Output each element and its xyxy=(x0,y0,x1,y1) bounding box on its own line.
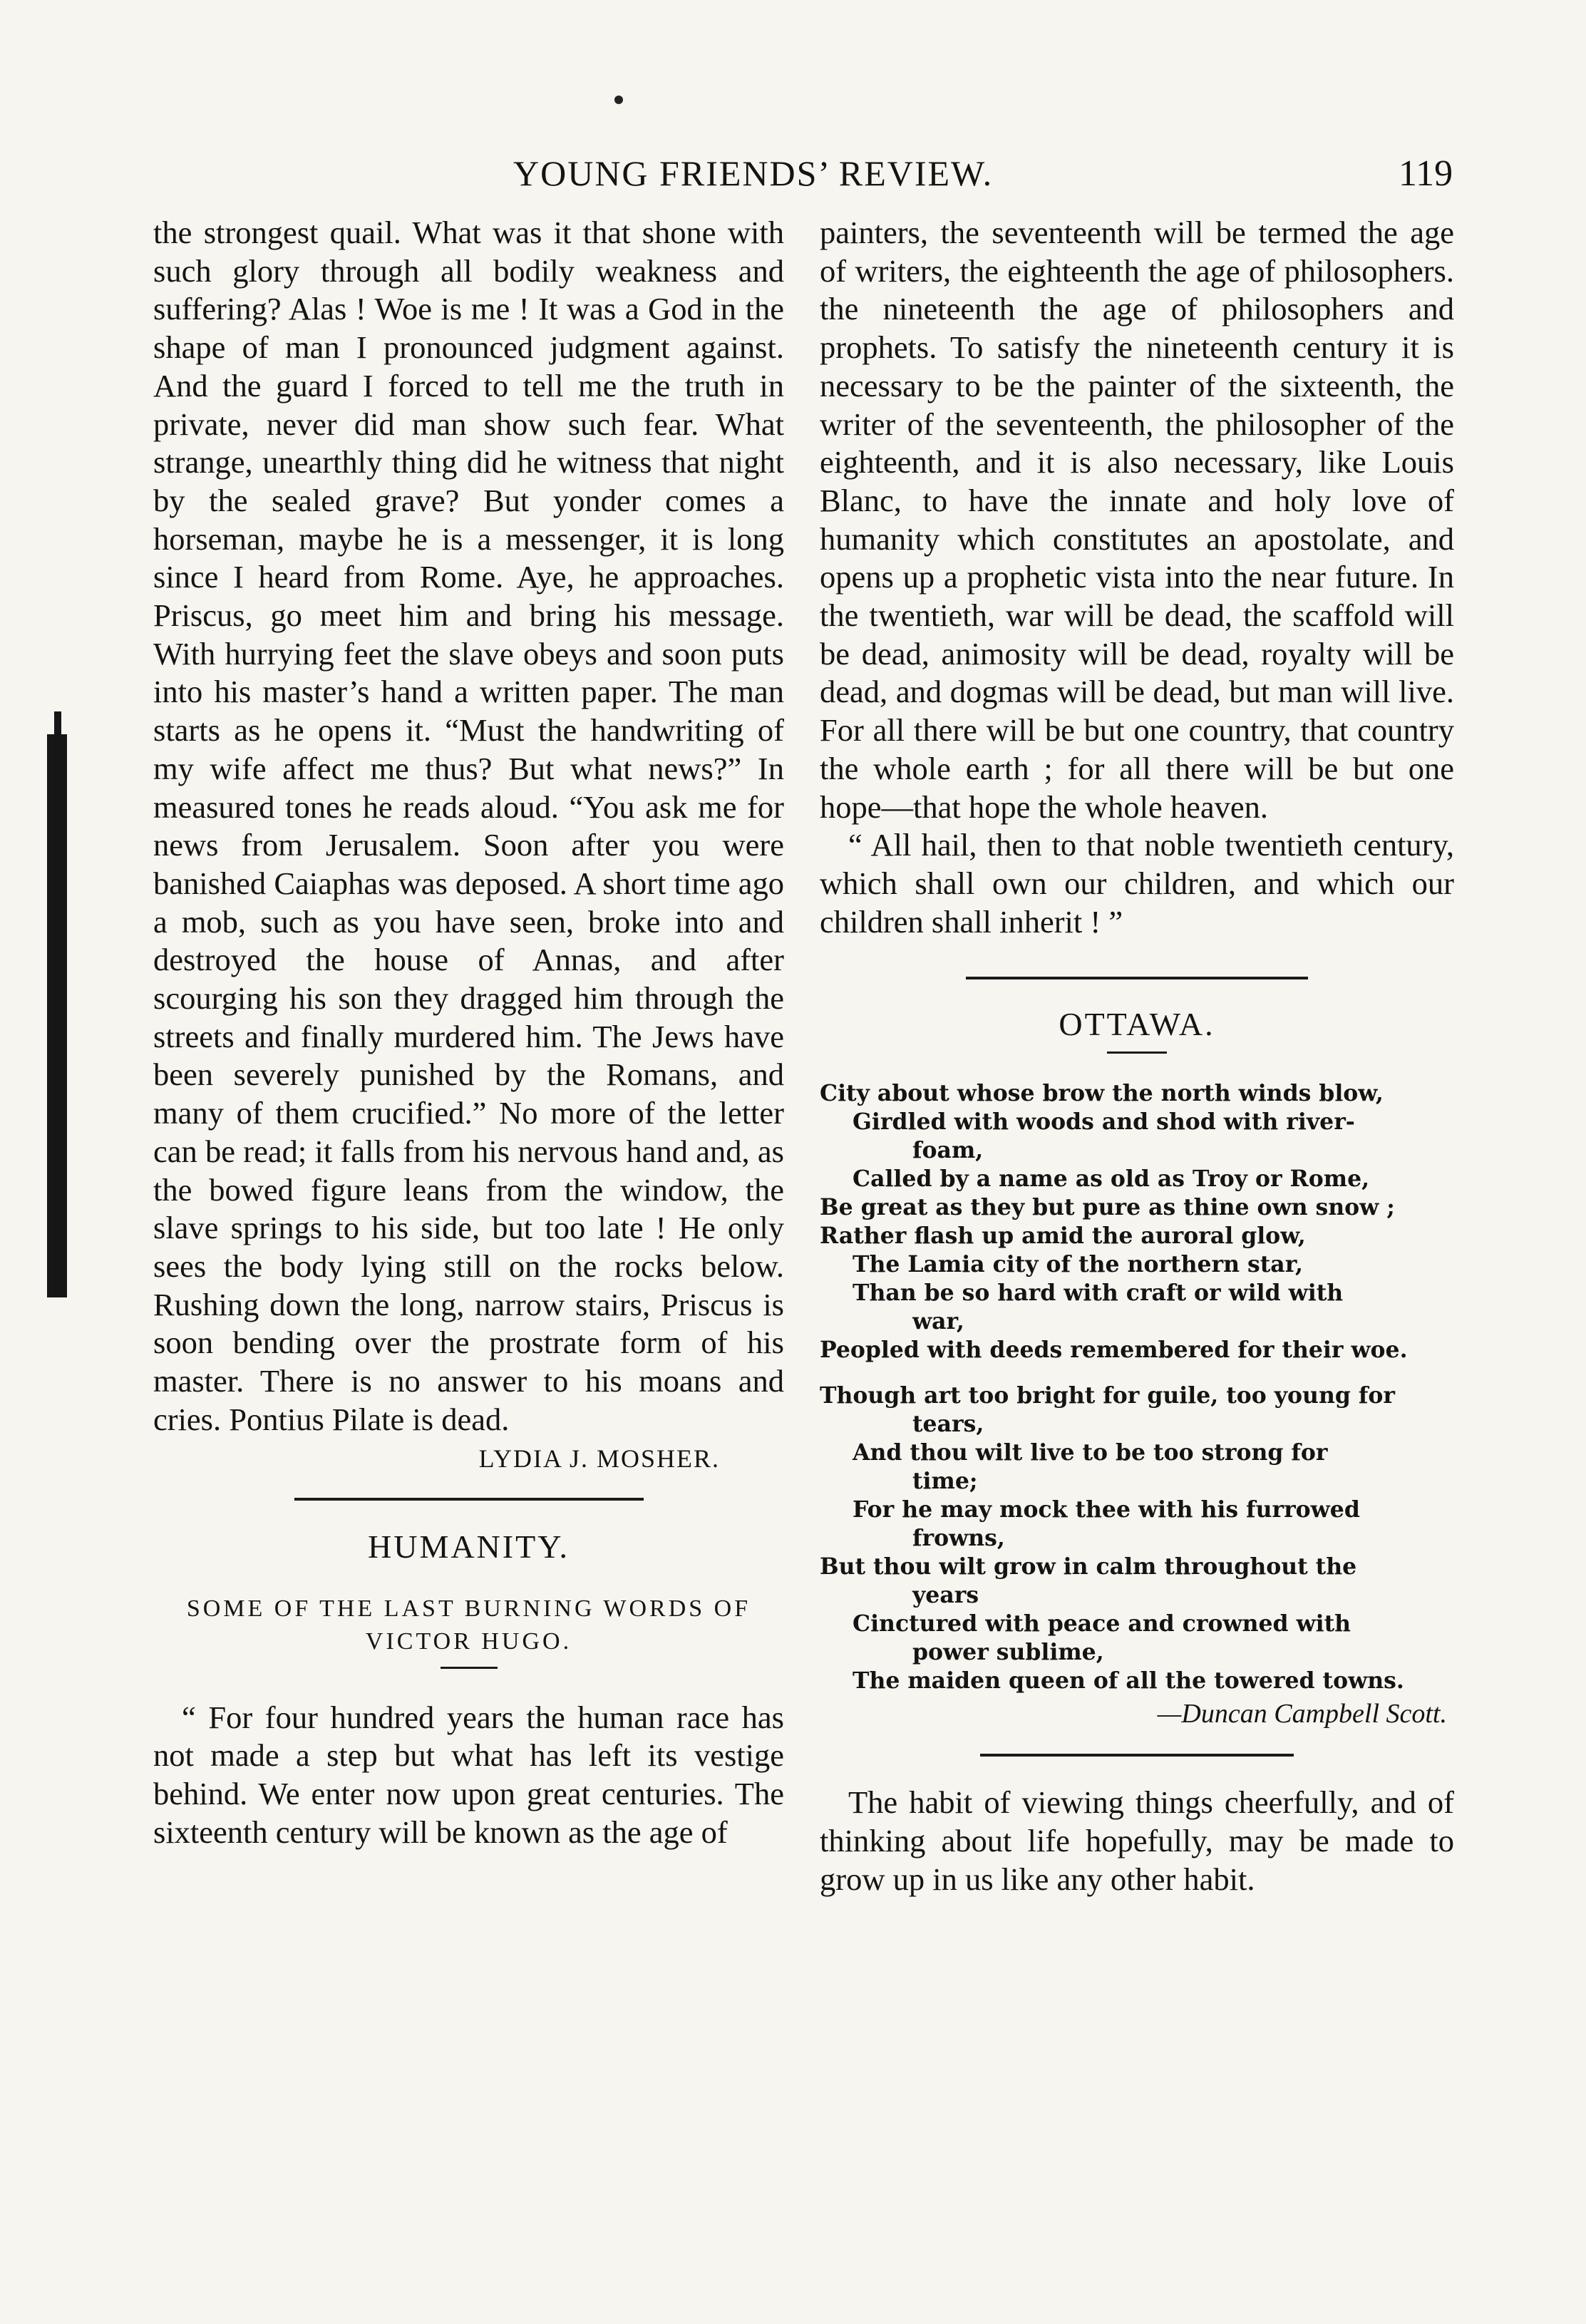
poem-attribution: —Duncan Campbell Scott. xyxy=(1157,1699,1447,1729)
poem-line: tears, xyxy=(912,1411,984,1438)
margin-scan-bar xyxy=(47,734,67,1297)
poem-line: The Lamia city of the northern star, xyxy=(853,1251,1303,1278)
closing-paragraph: The habit of viewing things cheerfully, and of thinking about life hopefully, may be made to grow up in us like any other habit. xyxy=(820,1784,1454,1897)
poem-line: But thou wilt grow in calm throughout the xyxy=(820,1553,1357,1580)
print-speck xyxy=(614,96,623,104)
humanity-continued-paragraph: painters, the seventeenth will be termed the age of writers, the eighteenth the age of philosophers. the nineteenth the age of philosophers and prophets. To satisfy the nineteenth century it is necessary to be the painter of the sixteenth, the writer of the seventeenth, the philosopher of the eighteenth, and it is also necessary, like Louis Blanc, to have the innate and holy love of humanity which constitutes an apostolate, and opens up a prophetic vista into the near future. In the twentieth, war will be dead, the scaffold will be dead, animosity will be dead, royalty will be dead, and dogmas will be dead, but man will live. For all there will be but one country, that country the whole earth ; for all there will be but one hope—that hope the whole heaven. xyxy=(820,215,1454,825)
poem-line: The maiden queen of all the towered towns. xyxy=(853,1667,1404,1695)
title-divider xyxy=(1107,1052,1167,1054)
poem xyxy=(820,1079,1454,1695)
section-divider xyxy=(980,1754,1294,1757)
page-header xyxy=(0,153,1586,202)
poem-line: frowns, xyxy=(912,1525,1005,1552)
poem-line: Rather flash up amid the auroral glow, xyxy=(820,1223,1306,1250)
poem-line: Peopled with deeds remembered for their woe. xyxy=(820,1337,1408,1364)
page-number: 119 xyxy=(1399,153,1453,194)
poem-line: power sublime, xyxy=(912,1639,1104,1666)
left-column xyxy=(153,214,784,1851)
poem-line: Though art too bright for guile, too young for xyxy=(820,1382,1396,1409)
section-title-ottawa: OTTAWA. xyxy=(1059,1006,1215,1043)
poem-stanza xyxy=(820,1382,1454,1695)
author-signature: LYDIA J. MOSHER. xyxy=(478,1444,720,1473)
section-divider xyxy=(966,977,1308,980)
poem-line: Than be so hard with craft or wild with xyxy=(853,1280,1344,1307)
running-title: YOUNG FRIENDS’ REVIEW. xyxy=(513,153,994,193)
poem-line: And thou wilt live to be too strong for xyxy=(853,1439,1328,1466)
humanity-paragraph: “ For four hundred years the human race has not made a step but what has left its vestige behind. We enter now upon great centuries. The sixteenth century will be known as the age of xyxy=(153,1699,784,1850)
poem-line: years xyxy=(912,1582,979,1609)
poem-line: Cinctured with peace and crowned with xyxy=(853,1610,1351,1637)
poem-line: Girdled with woods and shod with river- xyxy=(853,1109,1355,1136)
story-paragraph: the strongest quail. What was it that shone with such glory through all bodily weakness and suffering? Alas ! Woe is me ! It was a God in the shape of man I pronounced judgment against. And the guard I forced to tell me the truth in private, never did man show such fear. What strange, unearthly thing did he witness that night by the sealed grave? But yonder comes a horseman, maybe he is a messenger, it is long since I heard from Rome. Aye, he approaches. Priscus, go meet him and bring his message. With hurrying feet the slave obeys and soon puts into his master’s hand a written paper. The man starts as he opens it. “Must the handwriting of my wife affect me thus? But what news?” In measured tones he reads aloud. “You ask me for news from Jerusalem. Soon after you were banished Caiaphas was deposed. A short time ago a mob, such as you have seen, broke into and destroyed the house of Annas, and after scourging his son they dragged him through the streets and finally murdered him. The Jews have been severely punished by the Romans, and many of them crucified.” No more of the letter can be read; it falls from his nervous hand and, as the bowed figure leans from the window, the slave springs to his side, but too late ! He only sees the body lying still on the rocks below. Rushing down the long, narrow stairs, Priscus is soon bending over the prostrate form of his master. There is no answer to his moans and cries. Pontius Pilate is dead. xyxy=(153,215,784,1437)
humanity-closing-paragraph: “ All hail, then to that noble twentieth century, which shall own our children, and which our children shall inherit ! ” xyxy=(820,827,1454,940)
poem-stanza xyxy=(820,1079,1454,1364)
section-title-humanity: HUMANITY. xyxy=(368,1528,570,1565)
right-column xyxy=(820,214,1454,1898)
poem-line: war, xyxy=(912,1308,964,1335)
poem-line: For he may mock thee with his furrowed xyxy=(853,1496,1360,1523)
section-subtitle: SOME OF THE LAST BURNING WORDS OF VICTOR HUGO. xyxy=(186,1595,751,1655)
poem-line: City about whose brow the north winds blow, xyxy=(820,1080,1384,1107)
poem-line: time; xyxy=(912,1468,978,1495)
poem-line: Be great as they but pure as thine own snow ; xyxy=(820,1194,1395,1221)
section-divider xyxy=(294,1498,644,1501)
poem-line: Called by a name as old as Troy or Rome, xyxy=(853,1166,1370,1193)
subtitle-divider xyxy=(441,1667,498,1669)
poem-line: foam, xyxy=(912,1137,984,1164)
